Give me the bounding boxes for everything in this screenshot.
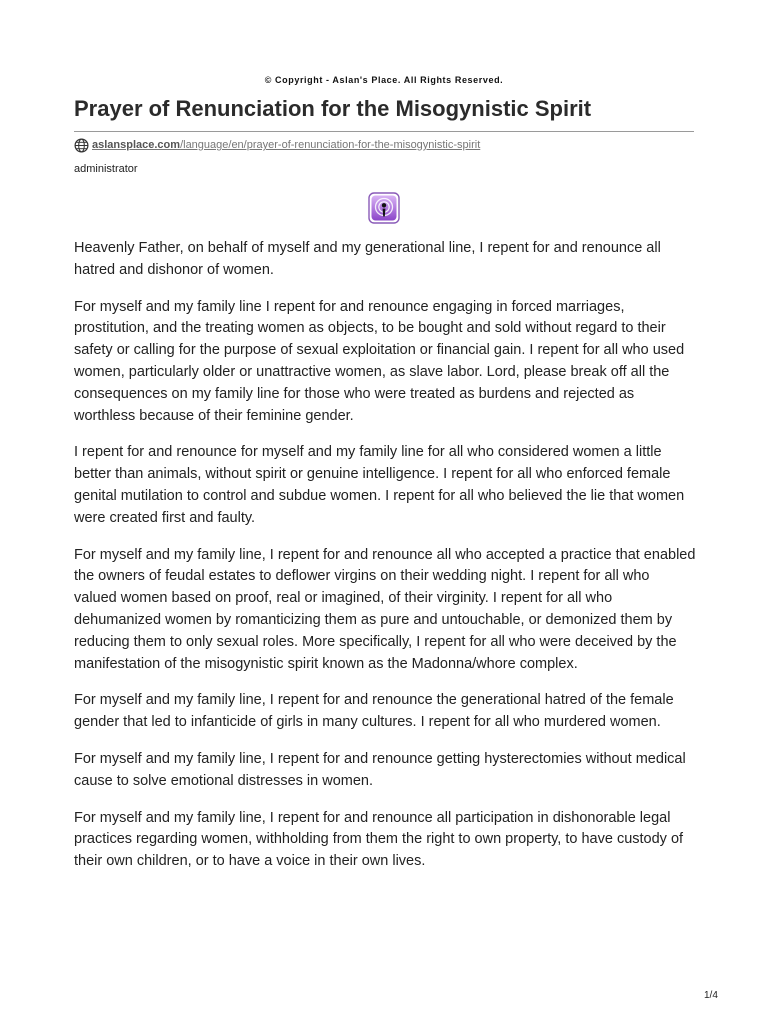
page-title: Prayer of Renunciation for the Misogynistic Spirit (74, 96, 592, 121)
source-url[interactable] (74, 137, 480, 153)
paragraph: For myself and my family line, I repent for and renounce getting hysterectomies without medical cause to solve emotional distresses in women. (74, 750, 686, 789)
source-link[interactable] (92, 139, 480, 151)
page-number: 1/4 (704, 990, 718, 1001)
title-divider (74, 131, 694, 132)
paragraph: Heavenly Father, on behalf of myself and my generational line, I repent for and renounce all hatred and dishonor of women. (74, 240, 661, 278)
prayer-text (74, 238, 696, 888)
paragraph: I repent for and renounce for myself and my family line for all who considered women a little better than animals, without spirit or genuine intelligence. I repent for all who enforced female genital mutilation to control and subdue women. I repent for all who believed the lie that women were created first and faulty. (74, 444, 685, 526)
paragraph: For myself and my family line, I repent for and renounce all participation in dishonorable legal practices regarding women, withholding from them the right to own property, to have custody of their own children, or to have a voice in their own lives. (74, 809, 684, 870)
source-domain: aslansplace.com (92, 139, 181, 151)
author-name: administrator (74, 163, 138, 175)
paragraph: For myself and my family line I repent for and renounce engaging in forced marriages, prostitution, and the treating women as objects, to be bought and sold without regard to their safety or calling for the purpose of sexual exploitation or financial gain. I repent for all who used women, particularly older or unattractive women, as slave labor. Lord, please break off all the consequences on my family line for those who were treated as burdens and rejected as worthless because of their feminine gender. (74, 298, 685, 424)
source-path: /language/en/prayer-of-renunciation-for-the-misogynistic-spirit (180, 139, 481, 151)
globe-icon (74, 138, 89, 153)
podcast-icon[interactable] (368, 192, 400, 224)
copyright-notice: © Copyright - Aslan's Place. All Rights Reserved. (264, 75, 504, 85)
paragraph: For myself and my family line, I repent for and renounce the generational hatred of the female gender that led to infanticide of girls in many cultures. I repent for all who murdered women. (74, 692, 674, 731)
paragraph: For myself and my family line, I repent for and renounce all who accepted a practice that enabled the owners of feudal estates to deflower virgins on their wedding night. I repent for all who valued women based on proof, real or imagined, of their virginity. I repent for all who dehumanized women by romanticizing them as pure and untouchable, or demonized them by reducing them to only sexual roles. More specifically, I repent for all who were deceived by the manifestation of the misogynistic spirit known as the Madonna/whore complex. (74, 546, 696, 672)
